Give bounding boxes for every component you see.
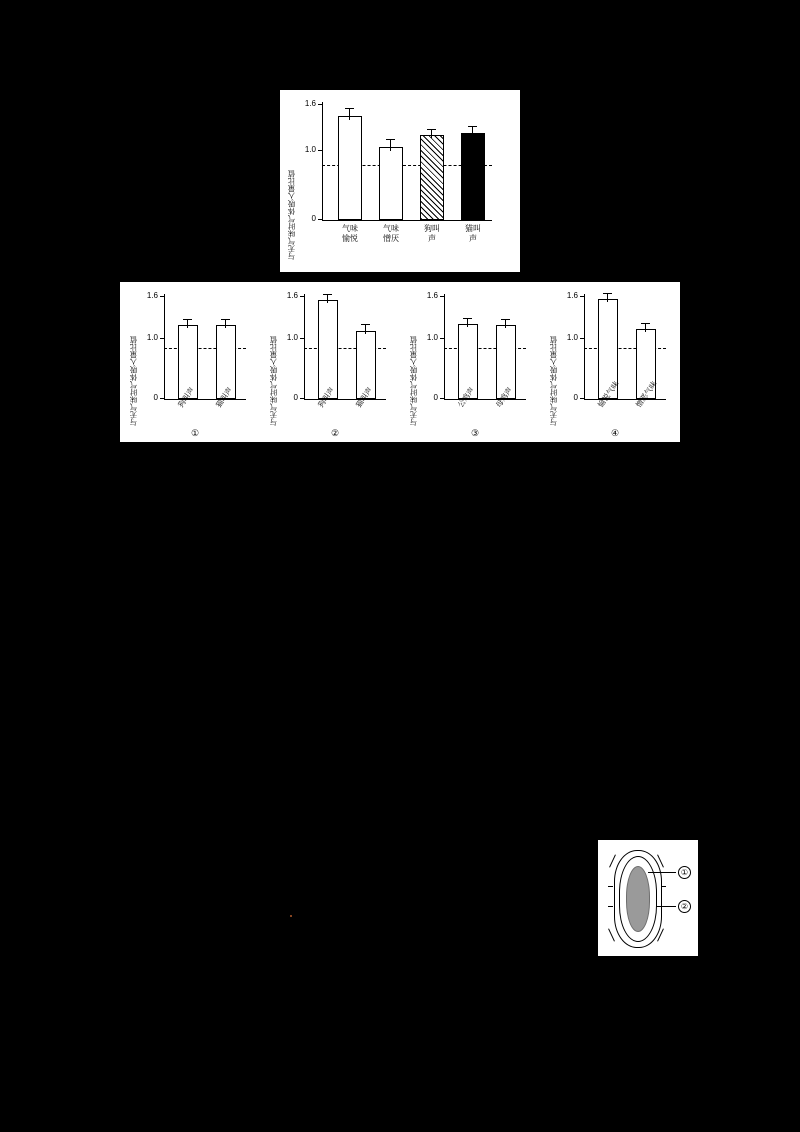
sub-chart-4 — [540, 282, 680, 442]
stray-dot-mark — [290, 915, 292, 917]
sub3-y-axis-label: 与无气味时气体吸入量比值 — [409, 336, 418, 426]
sub-chart-2 — [260, 282, 400, 442]
cell-diagram-panel — [598, 840, 698, 956]
sub4-ytick-1_0: 1.0 — [566, 333, 578, 342]
sub3-errorcap-2 — [501, 319, 510, 320]
sub1-errorcap-2 — [221, 319, 230, 320]
main-chart-y-axis — [322, 102, 323, 220]
sub3-errorbar-1 — [467, 318, 468, 327]
xlabel-cat-meow: 猫叫声 — [465, 224, 481, 243]
sub4-ytick-0: 0 — [573, 393, 578, 402]
xlabel-odor-unpleasant: 气味憎厌 — [383, 224, 399, 243]
main-chart-ytick-1_6: 1.6 — [304, 99, 316, 108]
main-chart-panel — [280, 90, 520, 272]
sub2-y-axis — [304, 294, 305, 400]
sub1-y-axis-label: 与无气味时气体吸入量比值 — [129, 336, 138, 426]
sub4-x-axis — [584, 399, 666, 400]
sub1-x-axis — [164, 399, 246, 400]
sub2-errorcap-1 — [323, 294, 332, 295]
sub3-y-axis — [444, 294, 445, 400]
cell-diagram — [598, 840, 698, 956]
errorcap-cat-meow — [468, 126, 477, 127]
sub2-ytick-1_0: 1.0 — [286, 333, 298, 342]
leader-line-2 — [656, 906, 676, 907]
bar-odor-unpleasant — [379, 147, 403, 220]
sub3-ytick-1_0: 1.0 — [426, 333, 438, 342]
sub1-ytick-1_6: 1.6 — [146, 291, 158, 300]
sub3-ytick-0: 0 — [433, 393, 438, 402]
main-chart-x-axis — [322, 220, 492, 221]
sub1-ytick-0: 0 — [153, 393, 158, 402]
errorbar-odor-pleasant — [349, 108, 350, 120]
sub1-errorbar-1 — [187, 319, 188, 328]
sub3-errorbar-2 — [505, 319, 506, 328]
sub4-xlabel-1: 愉悦气味 — [596, 379, 621, 410]
sub1-errorbar-2 — [225, 319, 226, 328]
main-chart-y-axis-label: 与无气味时气体吸入量比值 — [287, 170, 296, 260]
sub1-ytick-1_0: 1.0 — [146, 333, 158, 342]
sub3-xlabel-1: 公鸡声 — [456, 385, 477, 410]
main-chart-ytick-1_0: 1.0 — [304, 145, 316, 154]
sub4-ytick-1_6: 1.6 — [566, 291, 578, 300]
sub2-xlabel-2: 猫叫声 — [354, 385, 375, 410]
sub1-caption: ① — [190, 428, 200, 438]
sub4-y-axis — [584, 294, 585, 400]
sub-chart-1 — [120, 282, 260, 442]
sub1-xlabel-1: 狗叫声 — [176, 385, 197, 410]
sub2-ytick-1_6: 1.6 — [286, 291, 298, 300]
sub1-errorcap-1 — [183, 319, 192, 320]
sub-chart-3 — [400, 282, 540, 442]
errorcap-odor-pleasant — [345, 108, 354, 109]
errorbar-odor-unpleasant — [390, 139, 391, 151]
xlabel-odor-pleasant: 气味愉悦 — [342, 224, 358, 243]
sub4-y-axis-label: 与无气味时气体吸入量比值 — [549, 336, 558, 426]
sub4-errorbar-2 — [645, 323, 646, 332]
sub2-x-axis — [304, 399, 386, 400]
sub3-x-axis — [444, 399, 526, 400]
sub4-errorcap-2 — [641, 323, 650, 324]
sub4-caption: ④ — [610, 428, 620, 438]
sub4-errorbar-1 — [607, 293, 608, 302]
sub2-errorbar-1 — [327, 294, 328, 303]
sub4-errorcap-1 — [603, 293, 612, 294]
errorbar-dog-bark — [431, 129, 432, 138]
errorbar-cat-meow — [472, 126, 473, 136]
bar-dog-bark — [420, 135, 444, 220]
sub2-errorcap-2 — [361, 324, 370, 325]
sub3-xlabel-2: 母鸡声 — [494, 385, 515, 410]
cell-label-1: ① — [678, 866, 691, 879]
sub2-errorbar-2 — [365, 324, 366, 334]
sub3-errorcap-1 — [463, 318, 472, 319]
sub2-bar-1 — [318, 300, 338, 399]
sub3-caption: ③ — [470, 428, 480, 438]
sub2-ytick-0: 0 — [293, 393, 298, 402]
bar-odor-pleasant — [338, 116, 362, 220]
sub1-y-axis — [164, 294, 165, 400]
sub2-caption: ② — [330, 428, 340, 438]
vacuole-shape — [626, 866, 650, 932]
main-bar-chart — [280, 90, 520, 272]
sub2-xlabel-1: 狗叫声 — [316, 385, 337, 410]
sub2-y-axis-label: 与无气味时气体吸入量比值 — [269, 336, 278, 426]
leader-line-1 — [648, 872, 676, 873]
bar-cat-meow — [461, 133, 485, 220]
sub3-ytick-1_6: 1.6 — [426, 291, 438, 300]
xlabel-dog-bark: 狗叫声 — [424, 224, 440, 243]
cell-label-2: ② — [678, 900, 691, 913]
sub4-xlabel-2: 憎恶气味 — [634, 379, 659, 410]
sub1-xlabel-2: 猫叫声 — [214, 385, 235, 410]
sub-charts-panel — [120, 282, 680, 442]
main-chart-ytick-0: 0 — [311, 214, 316, 223]
errorcap-odor-unpleasant — [386, 139, 395, 140]
errorcap-dog-bark — [427, 129, 436, 130]
